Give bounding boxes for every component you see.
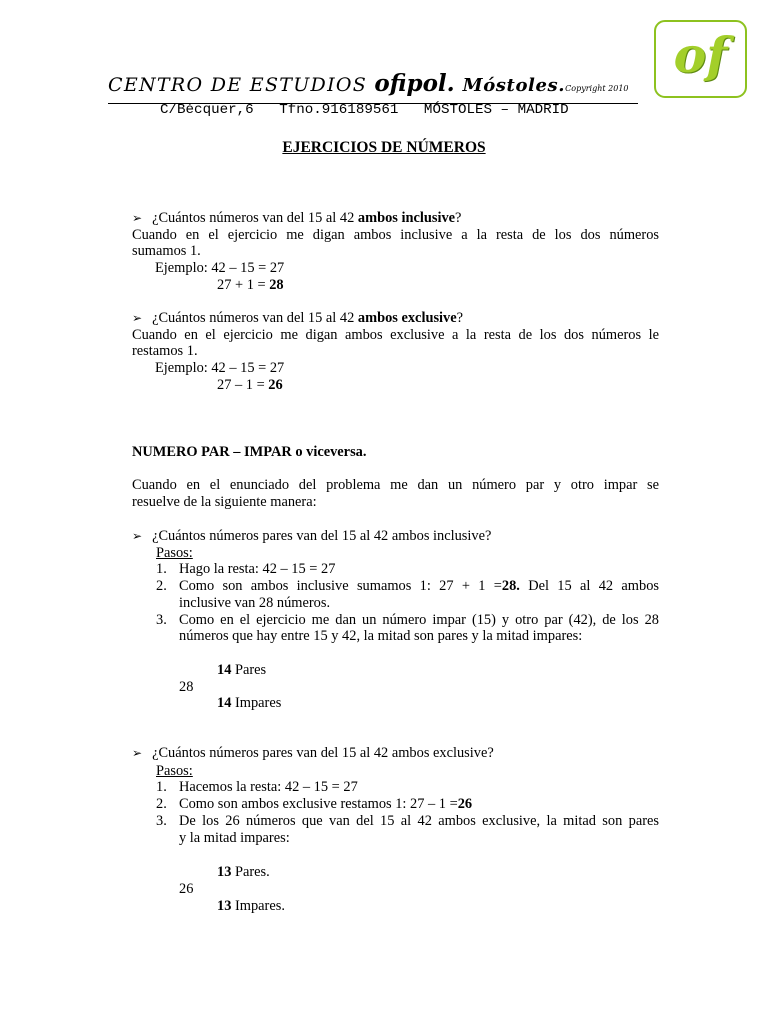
header-centro: CENTRO DE ESTUDIOS [108,74,375,96]
header-mostoles: Móstoles. [462,75,566,96]
question-exclusive: ➢ ¿Cuántos números van del 15 al 42 ambos exclusive? [132,310,464,326]
pasos-label: Pasos: [156,545,193,561]
step-text: y la mitad impares: [179,830,290,846]
step-text: Hago la resta: 42 – 15 = 27 [179,561,336,577]
impares-count: 13 Impares. [217,898,285,914]
step-number: 1. [156,779,167,795]
step-number: 3. [156,813,167,829]
question-pares-exclusive: ➢ ¿Cuántos números pares van del 15 al 42 ambos exclusive? [132,745,494,761]
step-text: inclusive van 28 números. [179,595,331,611]
paragraph-line: Cuando en el ejercicio me digan ambos exclusive a la resta de los dos números le [132,327,659,343]
ofipol-logo [654,20,747,98]
paragraph-line: Cuando en el enunciado del problema me dan un número par y otro impar se [132,477,659,493]
header-ofipol: ofipol. [374,70,463,97]
arrow-bullet-icon: ➢ [132,311,143,325]
example-result: 27 + 1 = 28 [217,277,284,293]
paragraph-line: resuelve de la siguiente manera: [132,494,317,510]
step-text: Hacemos la resta: 42 – 15 = 27 [179,779,358,795]
step-text: Como son ambos exclusive restamos 1: 27 – 1 =26 [179,796,473,812]
example-result: 27 – 1 = 26 [217,377,283,393]
section-heading: NUMERO PAR – IMPAR o viceversa. [132,444,367,460]
arrow-bullet-icon: ➢ [132,746,143,760]
step-text: números que hay entre 15 y 42, la mitad son pares y la mitad impares: [179,628,583,644]
step-text: Como en el ejercicio me dan un número impar (15) y otro par (42), de los 28 [179,612,659,628]
step-text: De los 26 números que van del 15 al 42 ambos exclusive, la mitad son pares [179,813,659,829]
step-text: Como son ambos inclusive sumamos 1: 27 + 1 =28. Del 15 al 42 ambos [179,578,659,594]
logo-text: of [673,26,728,84]
pares-count: 13 Pares. [217,864,270,880]
total-count: 28 [179,679,194,695]
step-number: 2. [156,578,167,594]
example-line: Ejemplo: 42 – 15 = 27 [155,360,285,376]
header-title [108,70,638,104]
paragraph-line: Cuando en el ejercicio me digan ambos inclusive a la resta de los dos números [132,227,659,243]
example-line: Ejemplo: 42 – 15 = 27 [155,260,285,276]
question-inclusive: ➢ ¿Cuántos números van del 15 al 42 ambos inclusive? [132,210,462,226]
total-count: 26 [179,881,194,897]
pasos-label: Pasos: [156,763,193,779]
arrow-bullet-icon: ➢ [132,211,143,225]
arrow-bullet-icon: ➢ [132,529,143,543]
header-copyright: Copyright 2010 [565,84,629,93]
impares-count: 14 Impares [217,695,282,711]
paragraph-line: restamos 1. [132,343,198,359]
step-number: 1. [156,561,167,577]
question-pares-inclusive: ➢ ¿Cuántos números pares van del 15 al 42 ambos inclusive? [132,528,492,544]
document-title: EJERCICIOS DE NÚMEROS [282,139,486,156]
header-address: C/Bécquer,6 Tfno.916189561 MÓSTOLES – MADRID [160,102,569,118]
step-number: 3. [156,612,167,628]
paragraph-line: sumamos 1. [132,243,201,259]
step-number: 2. [156,796,167,812]
pares-count: 14 Pares [217,662,267,678]
